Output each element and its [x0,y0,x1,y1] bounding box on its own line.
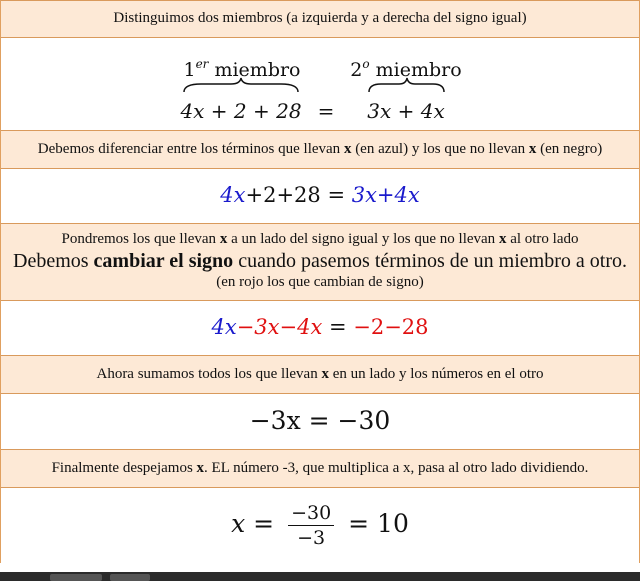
step-2-text-a: Debemos diferenciar entre los términos que llevan [37,141,344,157]
step-5-x: x [196,460,205,476]
step-2-text-b: (en azul) y los que no llevan [351,141,529,157]
step-5-text-b: . EL número -3, que multiplica a x, pasa al otro lado dividiendo. [204,460,589,476]
bottom-scrollbar[interactable] [0,572,640,581]
eq5-numerator: −30 [288,502,334,526]
equation-2 [1,169,639,223]
step-2-text-c: (en negro) [536,141,603,157]
left-member: 4x + 2 + 28 [180,99,302,123]
step-3-big-bold: cambiar el signo [93,250,234,272]
eq5-rhs: = 10 [348,509,409,538]
right-member: 3x + 4x [367,99,445,123]
step-5-text-a: Finalmente despejamos [51,460,197,476]
step-3-note [1,223,639,301]
eq5-denominator: −3 [297,527,326,549]
step-4-note [1,355,639,394]
step-1-text: Distinguimos dos miembros (a izquierda y a derecha del signo igual) [113,10,527,26]
scrollbar-thumb-1[interactable] [50,574,102,581]
step-4-text-a: Ahora sumamos todos los que llevan [96,366,322,382]
step-1-note [1,0,639,38]
eq3-kept-term: 4x [211,315,237,339]
step-2-note [1,130,639,169]
equation-members [1,38,639,130]
eq5-lhs: x = [231,509,275,538]
eq2-x-terms-left: 4x [220,183,246,207]
step-4-text-b: en un lado y los números en el otro [328,366,544,382]
eq2-equals: = [320,183,352,207]
step-3-text-c: al otro lado [506,231,579,247]
scrollbar-thumb-2[interactable] [110,574,150,581]
step-5-note [1,449,639,488]
eq2-numbers-left: +2+28 [245,183,321,207]
step-4-x: x [321,366,329,382]
second-member-label: 2$^o$ miembro [350,57,462,81]
step-3-text-a: Pondremos los que llevan [61,231,220,247]
eq3-moved-x-terms: −3x−4x [236,315,323,339]
equation-3 [1,301,639,355]
step-2-x-2: x [528,141,537,157]
first-member-label: 1er miembro [183,57,301,81]
step-2-x-1: x [343,141,352,157]
equals-sign: = [317,99,335,123]
step-3-x-2: x [498,231,507,247]
eq3-moved-numbers: −2−28 [353,315,429,339]
equation-4 [1,394,639,449]
step-3-big-a: Debemos [13,250,94,272]
step-3-small: (en rojo los que cambian de signo) [216,274,424,290]
step-3-text-b: a un lado del signo igual y los que no llevan [227,231,499,247]
members-diagram [1,38,640,130]
step-3-big-line [11,249,629,273]
eq5-fraction [288,502,334,549]
eq2-x-terms-right: 3x+4x [351,183,420,207]
equation-5 [1,488,639,563]
step-3-x-1: x [219,231,228,247]
eq4-text: −3x = −30 [249,406,391,435]
eq3-equals: = [322,315,354,339]
step-3-big-b: cuando pasemos términos de un miembro a otro. [233,250,627,272]
